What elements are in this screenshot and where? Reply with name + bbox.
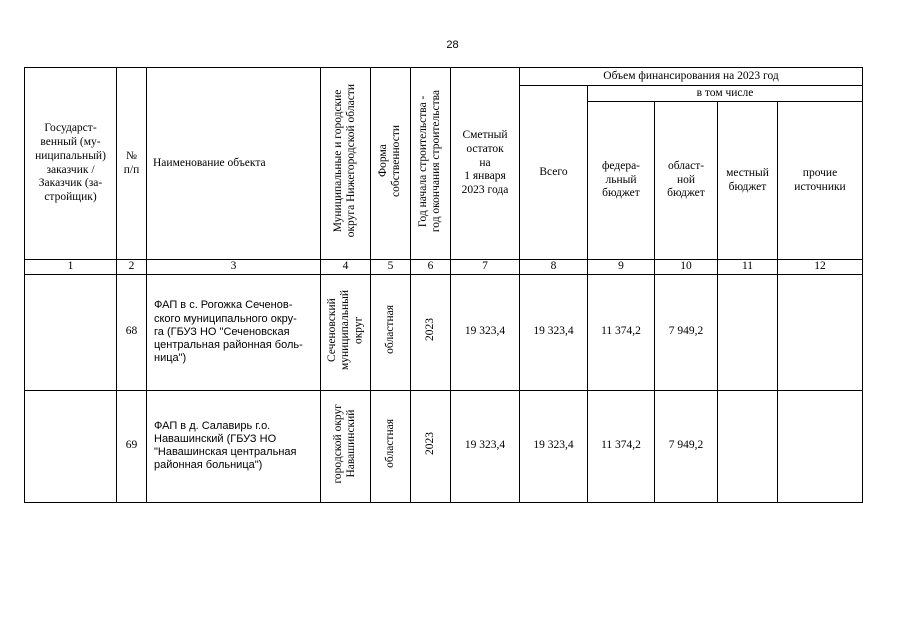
row-customer (25, 390, 117, 502)
header-federal: федера- льный бюджет (588, 102, 655, 260)
row-object-name: ФАП в с. Рогожка Сеченов- ского муниципального окру- га (ГБУЗ НО "Сеченовская центральная районная боль- ница") (147, 274, 321, 390)
column-number: 2 (117, 260, 147, 275)
header-row-1 (25, 68, 863, 86)
header-estimate: Сметный остаток на 1 января 2023 года (451, 68, 520, 260)
column-number: 9 (588, 260, 655, 275)
header-total: Всего (520, 86, 588, 260)
row-years: 2023 (423, 318, 436, 342)
row-estimate: 19 323,4 (451, 274, 520, 390)
row-object-name: ФАП в д. Салавирь г.о. Навашинский (ГБУЗ НО "Навашинская центральная районная больница") (147, 390, 321, 502)
column-number: 5 (371, 260, 411, 275)
row-total: 19 323,4 (520, 390, 588, 502)
header-ownership-cell (371, 68, 411, 260)
header-other: прочие источники (778, 102, 863, 260)
row-years: 2023 (423, 432, 436, 456)
column-number: 11 (718, 260, 778, 275)
row-years-cell (411, 390, 451, 502)
row-years-cell (411, 274, 451, 390)
row-customer (25, 274, 117, 390)
row-local (718, 274, 778, 390)
header-ownership: Форма собственности (377, 125, 403, 198)
header-num: № п/п (117, 68, 147, 260)
row-federal: 11 374,2 (588, 274, 655, 390)
header-years: Год начала строительства - год окончания строительства (417, 90, 443, 233)
header-district: Муниципальные и городские округа Нижегородской области (332, 84, 358, 238)
row-district-cell (321, 274, 371, 390)
row-total: 19 323,4 (520, 274, 588, 390)
header-including: в том числе (588, 86, 863, 102)
column-number: 7 (451, 260, 520, 275)
header-local: местный бюджет (718, 102, 778, 260)
row-ownership: областная (383, 419, 396, 469)
column-number-row (25, 260, 863, 275)
column-number: 12 (778, 260, 863, 275)
row-num: 68 (117, 274, 147, 390)
row-federal: 11 374,2 (588, 390, 655, 502)
financing-table (24, 67, 863, 503)
row-ownership-cell (371, 274, 411, 390)
column-number: 1 (25, 260, 117, 275)
row-local (718, 390, 778, 502)
row-regional: 7 949,2 (655, 274, 718, 390)
row-estimate: 19 323,4 (451, 390, 520, 502)
header-object-name: Наименование объекта (147, 68, 321, 260)
page-number: 28 (446, 39, 459, 51)
header-years-cell (411, 68, 451, 260)
row-district: городской округ Навашинский (332, 404, 358, 484)
row-ownership: областная (383, 305, 396, 355)
column-number: 4 (321, 260, 371, 275)
table-row (25, 274, 863, 390)
header-financing: Объем финансирования на 2023 год (520, 68, 863, 86)
column-number: 6 (411, 260, 451, 275)
column-number: 8 (520, 260, 588, 275)
row-num: 69 (117, 390, 147, 502)
column-number: 3 (147, 260, 321, 275)
header-customer: Государст- венный (му- ниципальный) заказчик / Заказчик (за- стройщик) (25, 68, 117, 260)
row-regional: 7 949,2 (655, 390, 718, 502)
column-number: 10 (655, 260, 718, 275)
row-other (778, 390, 863, 502)
row-ownership-cell (371, 390, 411, 502)
row-other (778, 274, 863, 390)
header-district-cell (321, 68, 371, 260)
table-row (25, 390, 863, 502)
row-district: Сеченовский муниципальный округ (325, 289, 365, 370)
header-regional: област- ной бюджет (655, 102, 718, 260)
row-district-cell (321, 390, 371, 502)
